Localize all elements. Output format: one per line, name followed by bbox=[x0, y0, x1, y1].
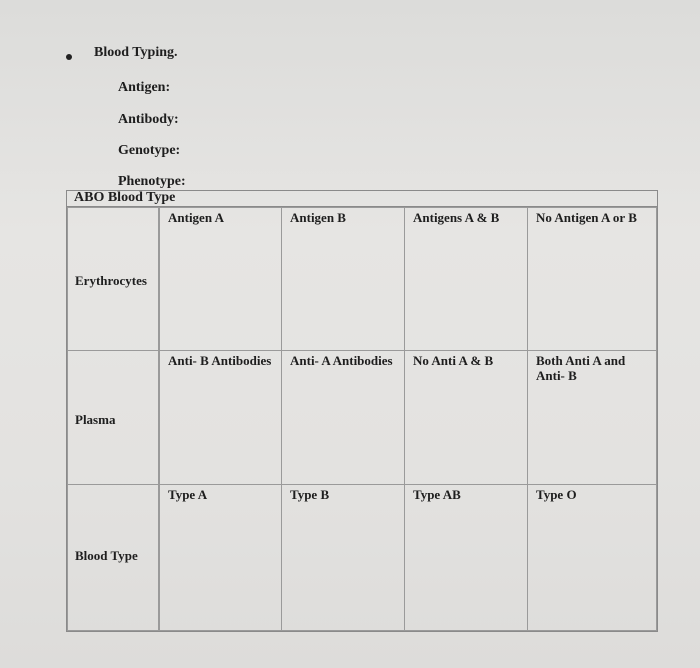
table-title: ABO Blood Type bbox=[74, 190, 176, 205]
table-cell: No Antigen A or B bbox=[527, 207, 657, 351]
table-cell: Type O bbox=[527, 484, 657, 631]
table-cell: Anti- B Antibodies bbox=[159, 350, 282, 485]
antibody-label: Antibody: bbox=[118, 112, 179, 127]
abo-blood-type-table bbox=[66, 190, 658, 632]
row-label: Erythrocytes bbox=[75, 273, 147, 288]
section-heading: Blood Typing. bbox=[94, 45, 178, 60]
row-label: Blood Type bbox=[75, 548, 138, 563]
phenotype-label: Phenotype: bbox=[118, 174, 186, 189]
table-cell: Antigen A bbox=[159, 207, 282, 351]
table-cell: Type B bbox=[281, 484, 405, 631]
bullet-point bbox=[66, 54, 72, 60]
table-cell: Type AB bbox=[404, 484, 528, 631]
row-header-blood-type bbox=[67, 484, 159, 631]
table-cell: No Anti A & B bbox=[404, 350, 528, 485]
table-cell: Both Anti A and Anti- B bbox=[527, 350, 657, 485]
row-header-plasma bbox=[67, 350, 159, 485]
table-cell: Antigens A & B bbox=[404, 207, 528, 351]
table-cell: Antigen B bbox=[281, 207, 405, 351]
antigen-label: Antigen: bbox=[118, 80, 171, 95]
table-cell: Anti- A Antibodies bbox=[281, 350, 405, 485]
row-header-erythrocytes bbox=[67, 207, 159, 351]
row-label: Plasma bbox=[75, 412, 116, 427]
table-cell: Type A bbox=[159, 484, 282, 631]
genotype-label: Genotype: bbox=[118, 143, 181, 158]
